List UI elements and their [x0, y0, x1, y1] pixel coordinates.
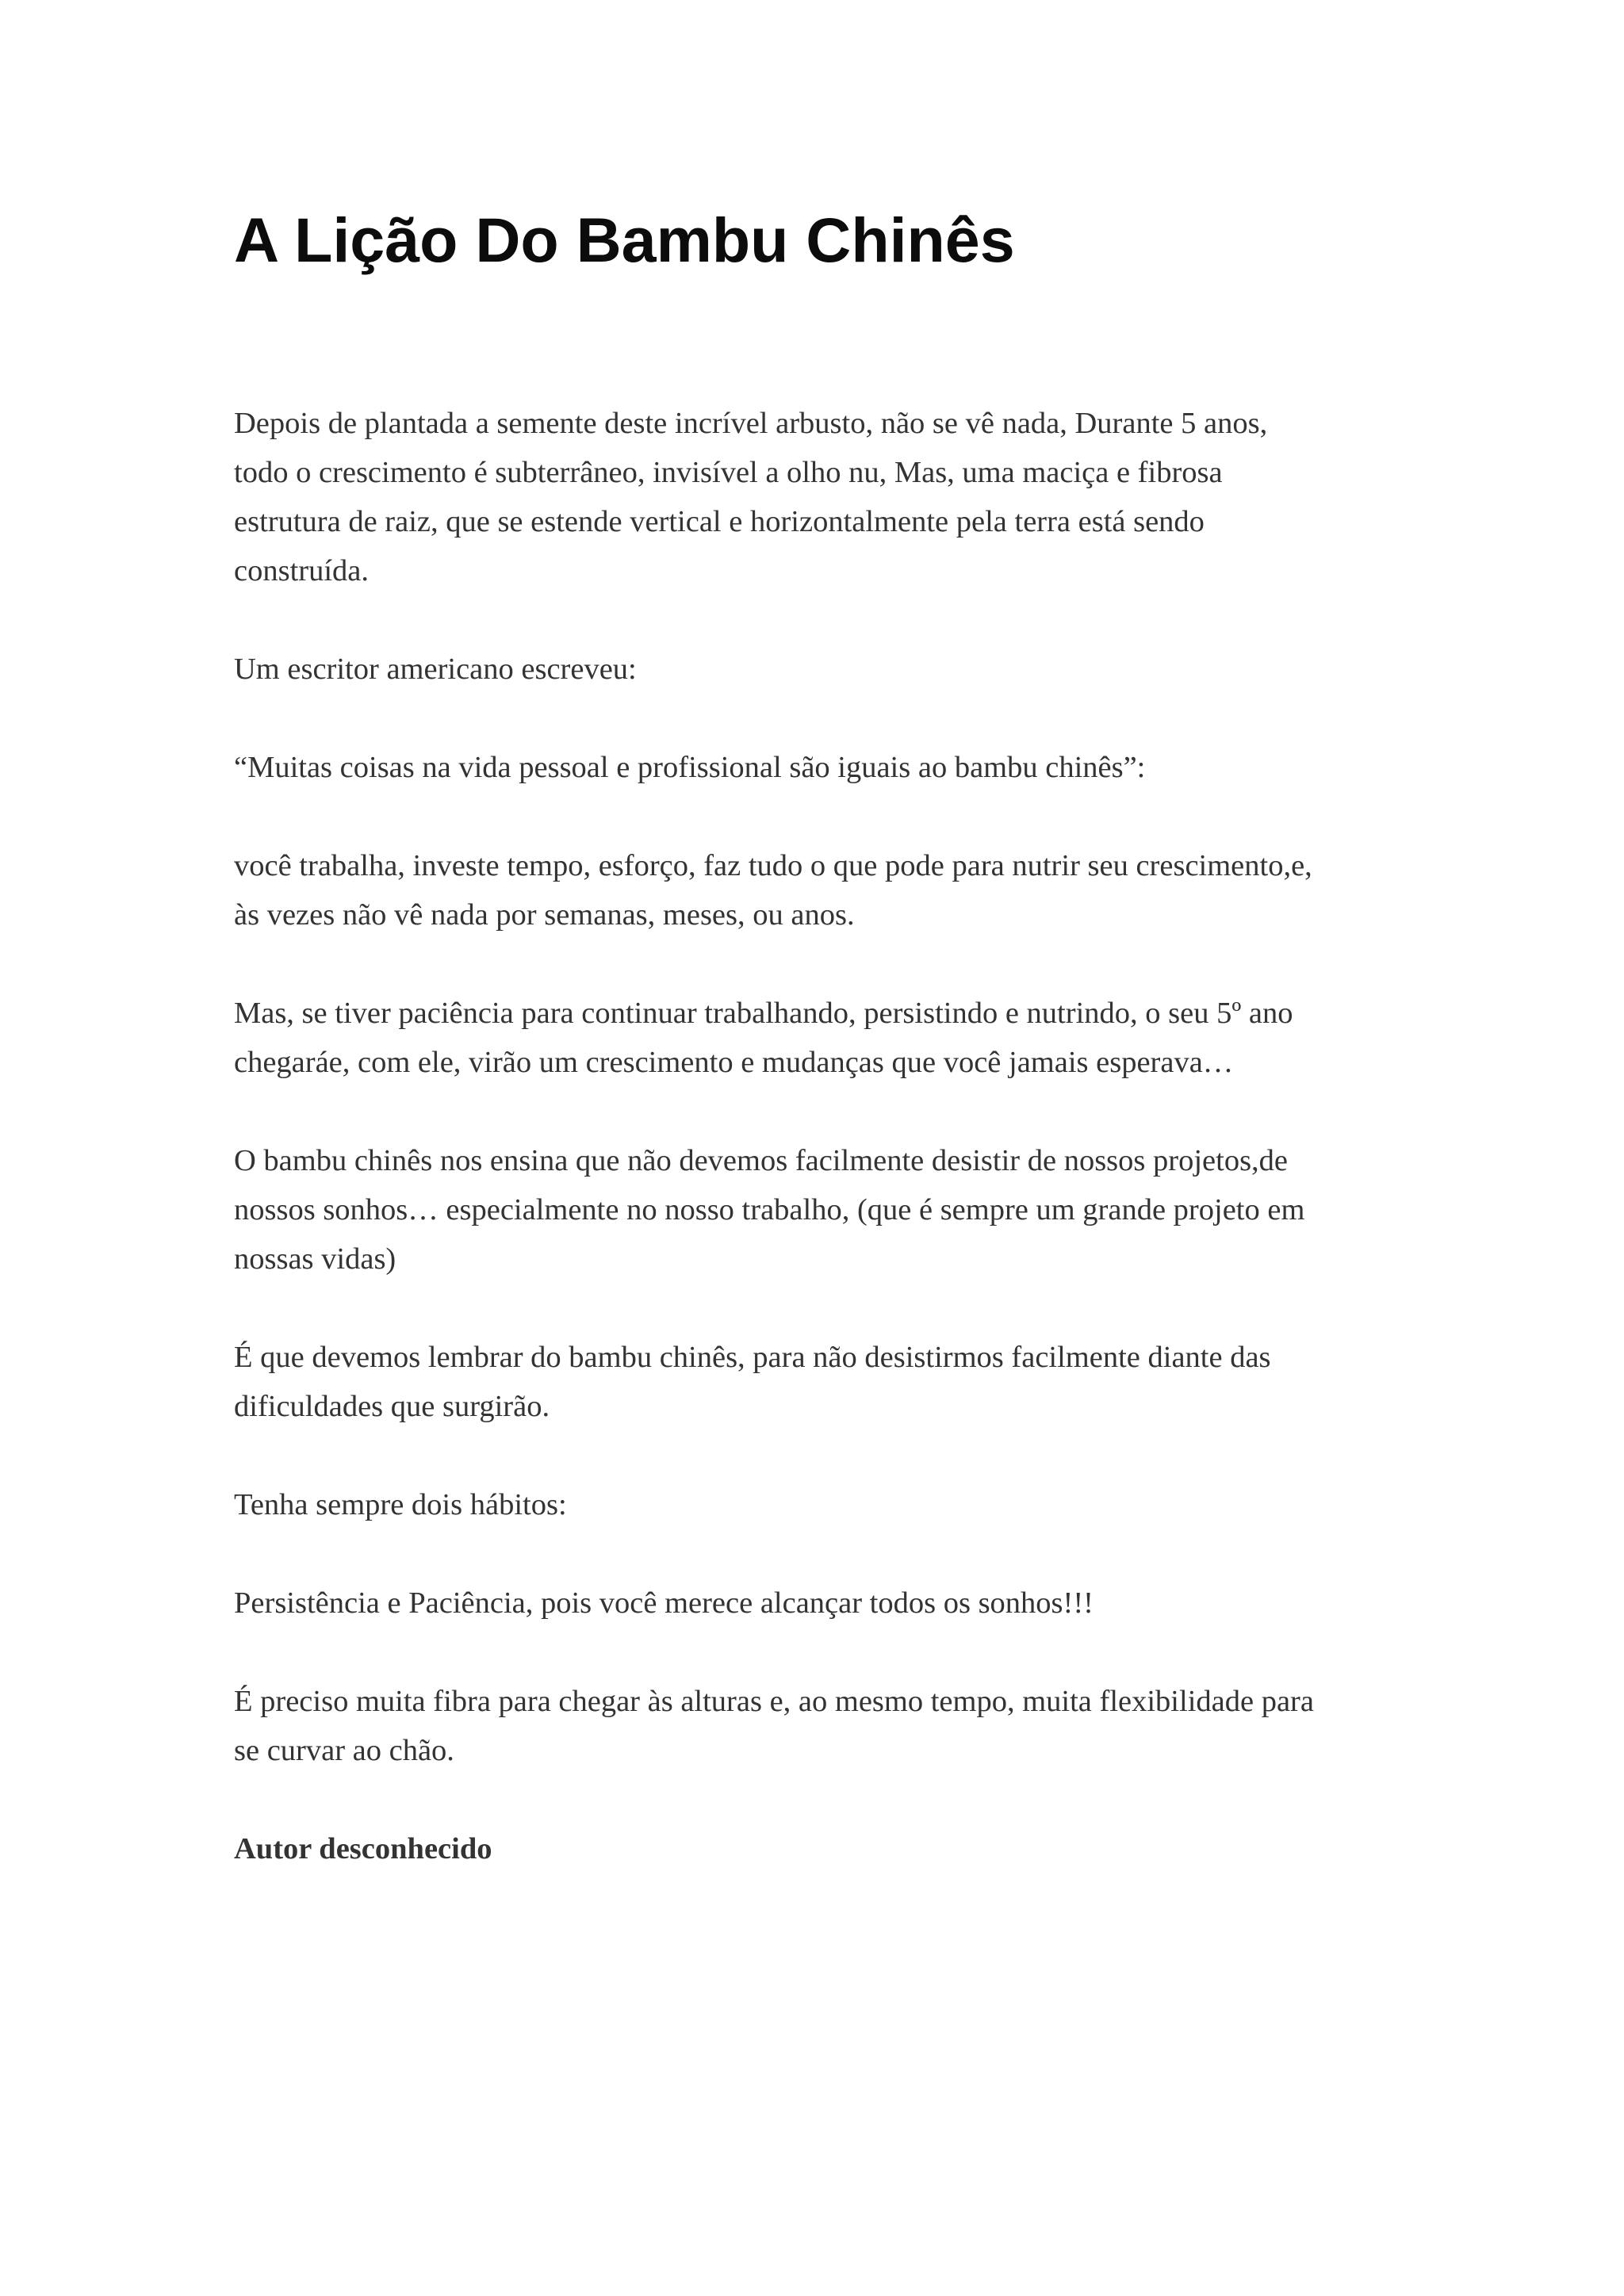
- paragraph-remember: É que devemos lembrar do bambu chinês, para não desistirmos facilmente diante das dificuldades que surgirão.: [234, 1341, 1271, 1423]
- paragraph-habits: Tenha sempre dois hábitos:: [234, 1488, 567, 1521]
- paragraph-quote: “Muitas coisas na vida pessoal e profissional são iguais ao bambu chinês”:: [234, 751, 1146, 784]
- paragraph-patience: Mas, se tiver paciência para continuar trabalhando, persistindo e nutrindo, o seu 5º ano chegaráe, com ele, virão um crescimento e mudanças que você jamais esperava…: [234, 997, 1293, 1079]
- paragraph-persistence: Persistência e Paciência, pois você merece alcançar todos os sonhos!!!: [234, 1586, 1094, 1620]
- document-body: [234, 399, 1423, 1873]
- author-signature: Autor desconhecido: [234, 1832, 492, 1866]
- paragraph-intro: Depois de plantada a semente deste incrível arbusto, não se vê nada, Durante 5 anos, todo o crescimento é subterrâneo, invisível a olho nu, Mas, uma maciça e fibrosa estrutura de raiz, que se estende vertical e horizontalmente pela terra está sendo construída.: [234, 407, 1268, 587]
- paragraph-writer: Um escritor americano escreveu:: [234, 652, 637, 686]
- paragraph-work: você trabalha, investe tempo, esforço, faz tudo o que pode para nutrir seu crescimento,e, às vezes não vê nada por semanas, meses, ou anos.: [234, 849, 1312, 932]
- document-title: A Lição Do Bambu Chinês: [234, 205, 1015, 275]
- paragraph-fiber: É preciso muita fibra para chegar às alturas e, ao mesmo tempo, muita flexibilidade para se curvar ao chão.: [234, 1685, 1314, 1767]
- document-content: [234, 205, 1423, 1923]
- paragraph-lesson: O bambu chinês nos ensina que não devemos facilmente desistir de nossos projetos,de nossos sonhos… especialmente no nosso trabalho, (que é sempre um grande projeto em nossas vidas): [234, 1144, 1305, 1276]
